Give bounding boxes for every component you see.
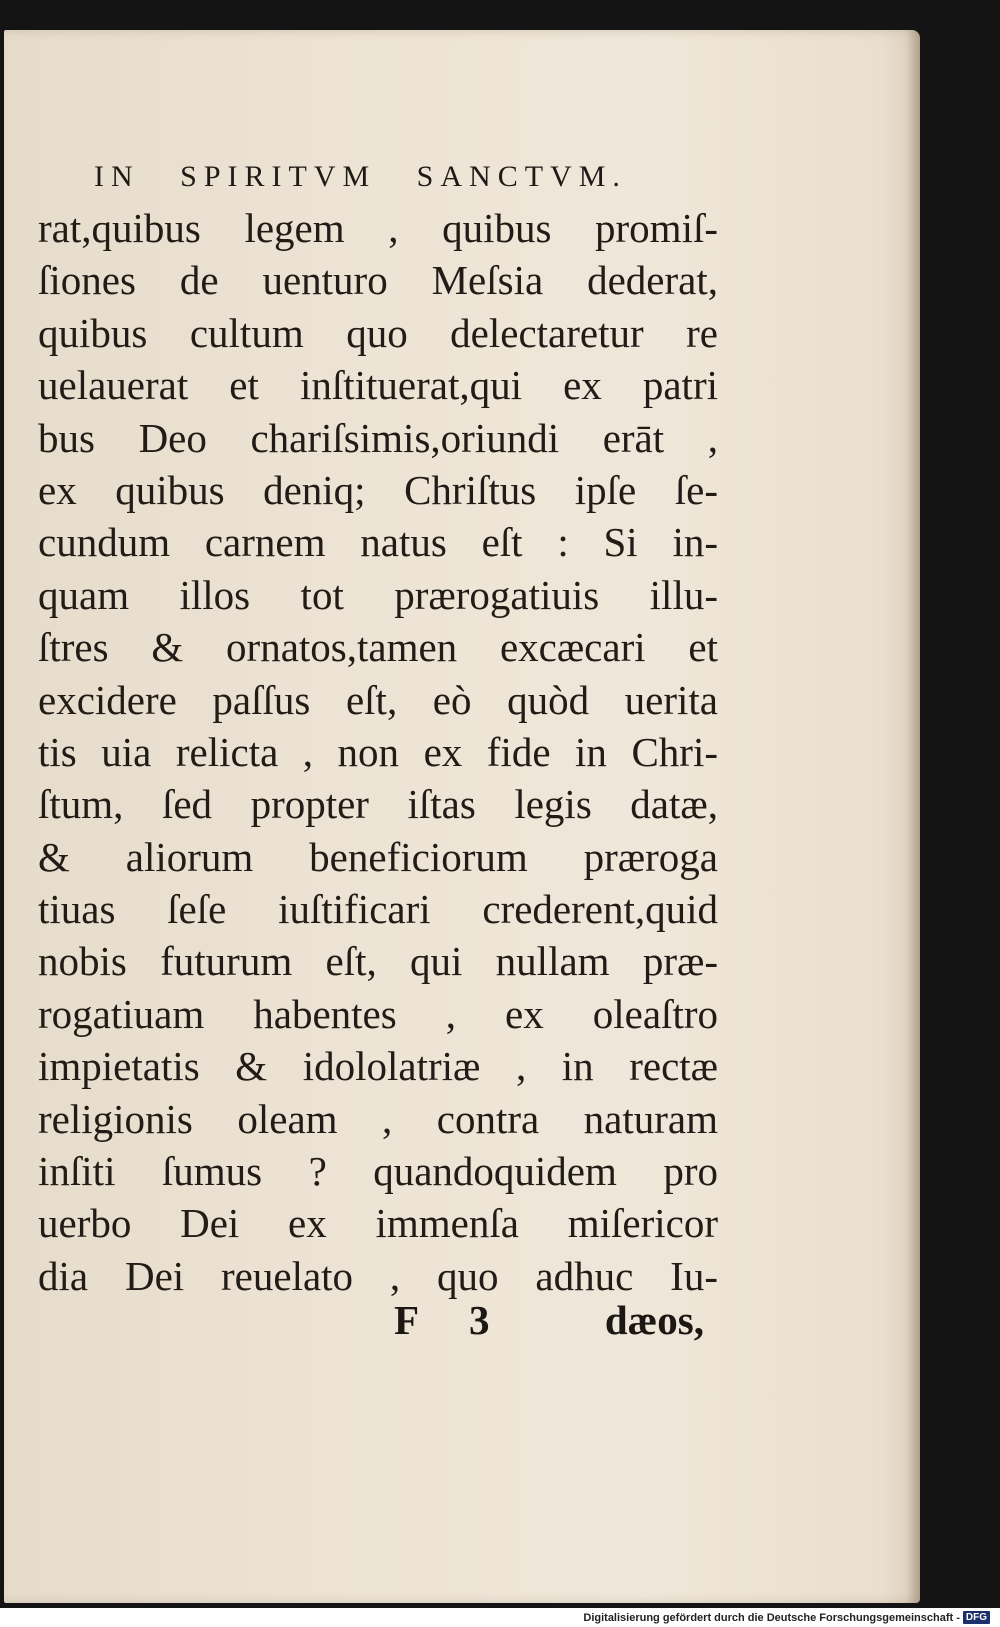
book-page bbox=[4, 30, 920, 1603]
signature-mark: F bbox=[394, 1297, 420, 1343]
catchword: dæos, bbox=[604, 1297, 704, 1343]
dfg-logo-icon: DFG bbox=[963, 1611, 990, 1624]
text-line: ſtum, ſed propter iſtas legis datæ, bbox=[38, 781, 718, 828]
page-footer bbox=[394, 1296, 704, 1348]
text-line: & aliorum beneficiorum prærogа bbox=[38, 833, 718, 880]
text-line: quibus cultum quo delectaretur re bbox=[38, 309, 718, 356]
text-line: rat,quibus legem , quibus promiſ- bbox=[38, 205, 718, 251]
text-block bbox=[38, 202, 718, 1302]
text-line: uelauerat et inſtituerat,qui ex patri bbox=[38, 362, 718, 409]
text-line: ſiones de uenturo Meſsia dederat, bbox=[38, 257, 718, 304]
credit-text: Digitalisierung gefördert durch die Deutsche Forschungsgemeinschaft - bbox=[583, 1611, 960, 1624]
text-line: religionis oleam , contra naturam bbox=[38, 1095, 718, 1142]
text-line: uerbo Dei ex immenſa miſericor bbox=[38, 1200, 718, 1247]
text-line: ex quibus deniq; Chriſtus ipſe ſe- bbox=[38, 466, 718, 513]
text-line: rogatiuam habentes , ex oleaſtro bbox=[38, 990, 718, 1037]
text-line: excidere paſſus eſt, eò quòd uerita bbox=[38, 676, 718, 723]
text-line: cundum carnem natus eſt : Si in- bbox=[38, 519, 718, 566]
leaf-number: 3 bbox=[469, 1297, 490, 1343]
text-line: tis uia relicta , non ex fide in Chri- bbox=[38, 728, 718, 775]
running-head: IN SPIRITVM SANCTVM. bbox=[94, 160, 627, 193]
text-line: inſiti ſumus ? quandoquidem pro bbox=[38, 1148, 718, 1195]
text-line: ſtres & ornatos,tamen excæcari et bbox=[38, 624, 718, 671]
text-line: nobis futurum eſt, qui nullam præ- bbox=[38, 938, 718, 985]
text-line: dia Dei reuelato , quo adhuc Iu- bbox=[38, 1252, 718, 1299]
text-line: tiuas ſeſe iuſtificari crederent,quid bbox=[38, 886, 718, 933]
text-line: bus Deo chariſsimis,oriundi erāt , bbox=[38, 414, 718, 461]
digitization-credit bbox=[583, 1610, 990, 1625]
text-line: quam illos tot prærogatiuis illu- bbox=[38, 571, 718, 618]
text-line: impietatis & idololatriæ , in rectæ bbox=[38, 1043, 718, 1090]
